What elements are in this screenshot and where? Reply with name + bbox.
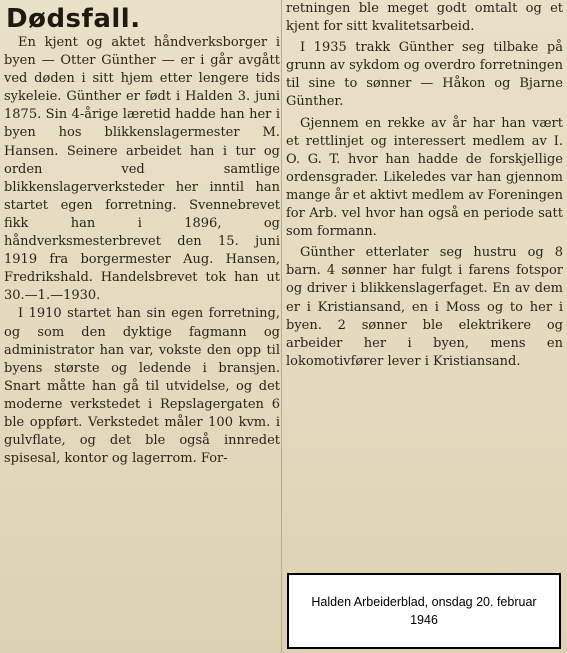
paragraph-4: I 1935 trakk Günther seg tilbake på grunn av sykdom og overdro forretningen til sine to sønner — Håkon og Bjarne Günther. <box>286 40 563 110</box>
paragraph-1: En kjent og aktet håndverksborger i byen — Otter Günther — er i går avgått ved døden i sitt hjem etter lengere tids sykeleie. Günther er født i Halden 3. juni 1875. Sin 4-årige læretid hadde han her i byen hos blikkenslagermester M. Hansen. Seinere arbeidet han i tur og orden ved samtlige blikkenslagerverksteder her inntil han startet egen forretning. Svennebrevet fikk han i 1896, og håndverksmesterbrevet den 15. juni 1919 fra borgermester Aug. Hansen, Fredrikshald. Handelsbrevet tok han ut 30.—1.—1930. <box>4 35 280 304</box>
right-column <box>286 0 563 560</box>
paragraph-5: Gjennem en rekke av år har han vært et rettlinjet og interessert medlem av I. O. G. T. hvor han hadde de forskjellige ordensgrader. Likeledes var han gjennom mange år et aktivt medlem av Foreningen for Arb. vel hvor han også en periode satt som formann. <box>286 115 563 240</box>
paragraph-6: Günther etterlater seg hustru og 8 barn. 4 sønner har fulgt i farens fotspor og driver i blikkenslagerfaget. En av dem er i Kristiansand, en i Moss og to her i byen. 2 sønner ble elektrikere og arbeider her i byen, mens en lokomotivfører lever i Kristiansand. <box>286 245 563 369</box>
source-caption <box>287 573 561 649</box>
source-caption-text: Halden Arbeiderblad, onsdag 20. februar 1946 <box>311 595 537 627</box>
headline: Dødsfall. <box>6 4 141 34</box>
column-divider <box>281 0 282 653</box>
paragraph-3: retningen ble meget godt omtalt og et kjent for sitt kvalitetsarbeid. <box>286 1 563 35</box>
left-column <box>4 0 280 653</box>
paragraph-2: I 1910 startet han sin egen forretning, og som den dyktige fagmann og administrator han var, vokste den opp til byens største og ledende i bransjen. Snart måtte han gå til utvidelse, og det moderne verkstedet i Repslagergaten 6 ble oppført. Verkstedet måler 100 kvm. i gulvflate, og det ble også innredet spisesal, kontor og lagerrom. For- <box>4 306 280 467</box>
